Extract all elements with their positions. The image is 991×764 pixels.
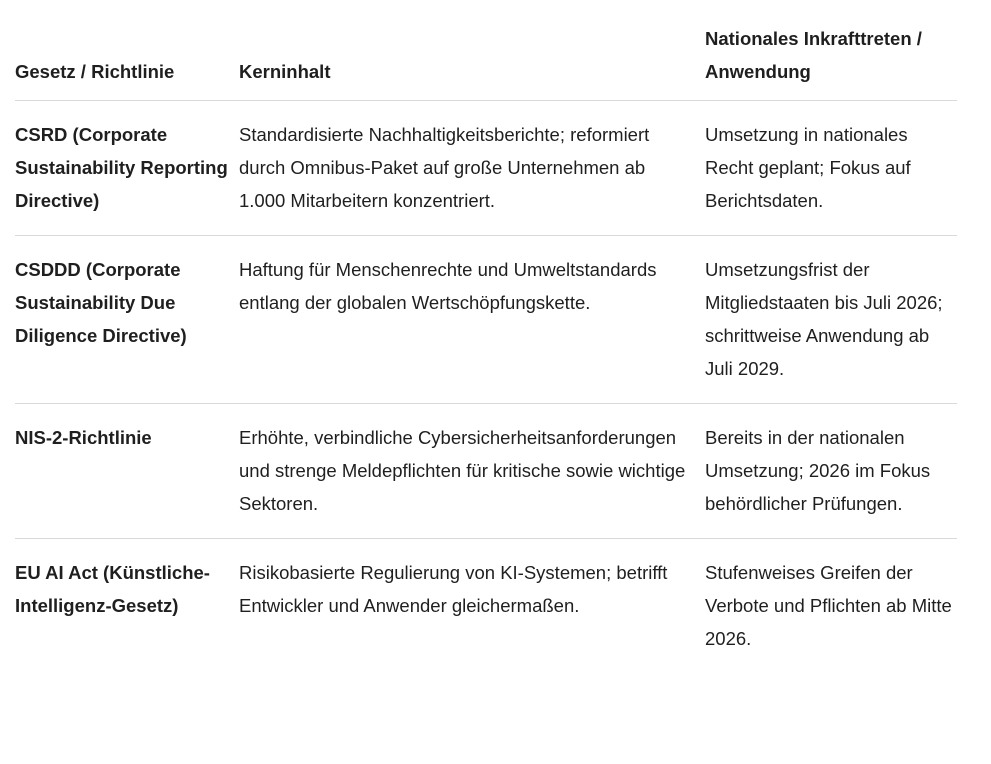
header-effective: Nationales Inkrafttreten / Anwendung [705,28,922,82]
cell-content: Risikobasierte Regulierung von KI-Systemen; betrifft Entwickler und Anwender gleichermaßen. [239,562,668,616]
table-row [15,101,957,236]
regulation-table-container [15,22,957,673]
cell-effective: Umsetzungsfrist der Mitgliedstaaten bis Juli 2026; schrittweise Anwendung ab Juli 2029. [705,259,943,379]
cell-content: Standardisierte Nachhaltigkeitsberichte; reformiert durch Omnibus-Paket auf große Unternehmen ab 1.000 Mitarbeitern konzentriert. [239,124,650,211]
header-content: Kerninhalt [239,61,331,82]
cell-effective: Bereits in der nationalen Umsetzung; 2026 im Fokus behördlicher Prüfungen. [705,427,931,514]
cell-law: EU AI Act (Künstliche-Intelligenz-Gesetz) [15,562,210,616]
cell-effective: Stufenweises Greifen der Verbote und Pflichten ab Mitte 2026. [705,562,952,649]
cell-content: Erhöhte, verbindliche Cybersicherheitsanforderungen und strenge Meldepflichten für kritische sowie wichtige Sektoren. [239,427,686,514]
table-row [15,404,957,539]
cell-law: CSRD (Corporate Sustainability Reporting Directive) [15,124,228,211]
table-header-row [15,22,957,101]
cell-law: NIS-2-Richtlinie [15,427,152,448]
regulation-table [15,22,957,673]
table-row [15,236,957,404]
cell-content: Haftung für Menschenrechte und Umweltstandards entlang der globalen Wertschöpfungskette. [239,259,657,313]
cell-effective: Umsetzung in nationales Recht geplant; Fokus auf Berichtsdaten. [705,124,911,211]
table-row [15,539,957,674]
cell-law: CSDDD (Corporate Sustainability Due Diligence Directive) [15,259,187,346]
header-law: Gesetz / Richtlinie [15,61,175,82]
